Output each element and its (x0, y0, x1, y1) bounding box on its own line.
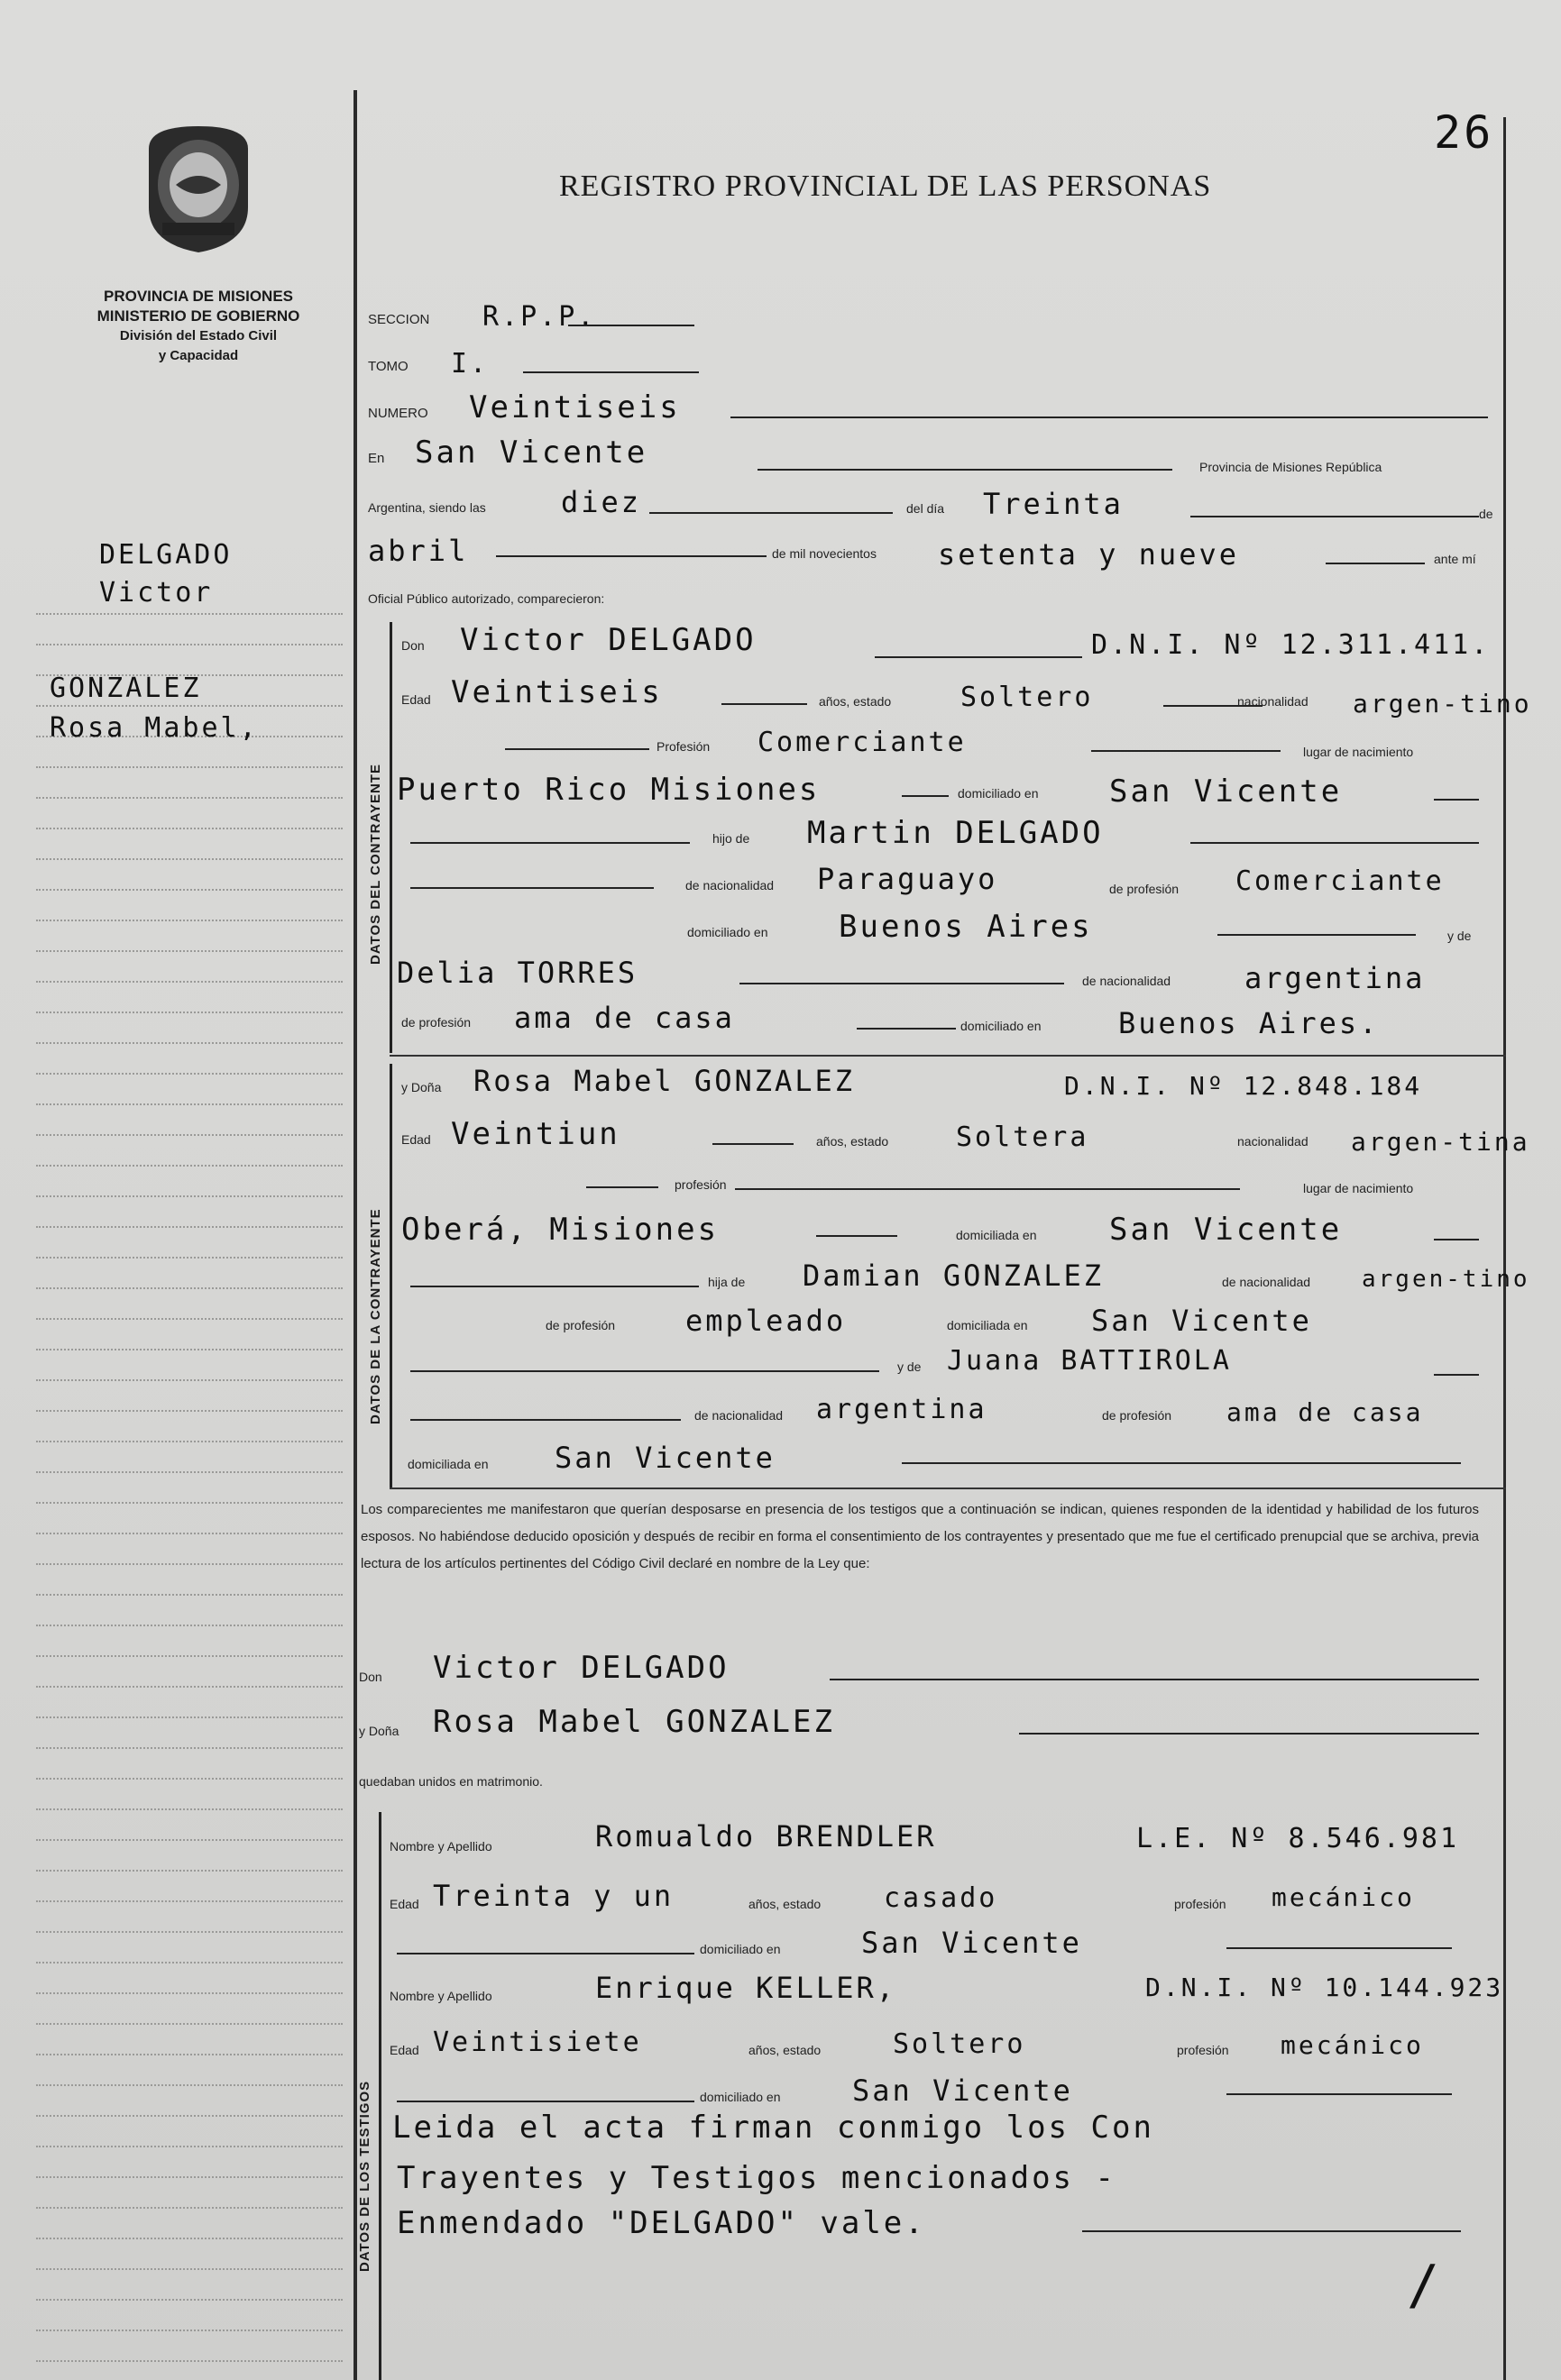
margin-bride-name: Rosa Mabel, (50, 712, 259, 744)
margin-rule (36, 1716, 343, 1718)
bride-prof-label: profesión (675, 1177, 727, 1192)
groom-madre-nac: argentina (1244, 961, 1426, 995)
margin-rule (36, 828, 343, 829)
margin-rule (36, 1287, 343, 1289)
groom-padre-nac: Paraguayo (817, 862, 998, 896)
w2-edad-label: Edad (390, 2043, 419, 2057)
groom-madre: Delia TORRES (397, 956, 638, 990)
union-dona: Rosa Mabel GONZALEZ (433, 1704, 835, 1740)
groom-padre-prof: Comerciante (1235, 865, 1445, 897)
bride-padre: Damian GONZALEZ (803, 1259, 1104, 1293)
groom-dom-label: domiciliado en (958, 786, 1039, 801)
union-dona-label: y Doña (359, 1724, 399, 1738)
declaration-paragraph: Los comparecientes me manifestaron que querían desposarse en presencia de los testigos que a continuación se indican, quienes responden de la identidad y habilidad de los futuros esposos. No habiéndose deducido oposición y después de recibir en forma el consentimiento de los contrayentes y presentado que me fue el certificado prenupcial que se archiva, previa lectura de los artículos pertinentes del Código Civil declaré en nombre de la Ley que: (361, 1502, 1479, 1571)
bride-yde-label: y de (897, 1359, 922, 1374)
bride-madre-prof: ama de casa (1226, 1397, 1424, 1427)
margin-rule (36, 1012, 343, 1013)
union-don-label: Don (359, 1670, 382, 1684)
margin-rule (36, 1870, 343, 1872)
bride-nac-label: nacionalidad (1237, 1134, 1308, 1149)
margin-rule (36, 1778, 343, 1780)
margin-rule (36, 1686, 343, 1688)
groom-madre-dom-label: domiciliado en (960, 1019, 1042, 1033)
union-don: Victor DELGADO (433, 1650, 730, 1686)
w2-nombre-label: Nombre y Apellido (390, 1989, 492, 2003)
margin-rule (36, 950, 343, 952)
groom-domicilio: San Vicente (1109, 774, 1343, 810)
margin-rule (36, 1042, 343, 1044)
bride-nacionalidad: argen-tina (1351, 1127, 1530, 1157)
w1-nombre-label: Nombre y Apellido (390, 1839, 492, 1854)
margin-rule (36, 920, 343, 921)
margin-rule (36, 1103, 343, 1105)
bride-name: Rosa Mabel GONZALEZ (473, 1064, 856, 1098)
margin-rule (36, 2023, 343, 2025)
anio-value: setenta y nueve (938, 537, 1239, 572)
margin-rule (36, 1533, 343, 1534)
margin-rule (36, 1808, 343, 1810)
margin-rule (36, 1594, 343, 1596)
bride-hija-label: hija de (708, 1275, 746, 1289)
groom-madre-dom: Buenos Aires. (1118, 1006, 1380, 1040)
bride-madre: Juana BATTIROLA (947, 1345, 1232, 1377)
margin-rule (36, 1165, 343, 1167)
mes-value: abril (368, 534, 469, 568)
groom-lugar-nac: Puerto Rico Misiones (397, 772, 821, 808)
del-dia-label: del día (906, 501, 945, 516)
groom-anos-label: años, estado (819, 694, 892, 709)
bride-padre-nac: argen-tino (1362, 1266, 1530, 1293)
bride-edad: Veintiun (451, 1116, 620, 1152)
witnesses-section-tag: DATOS DE LOS TESTIGOS (357, 2080, 372, 2272)
bride-dona-label: y Doña (401, 1080, 442, 1094)
bride-madre-dom-label: domiciliada en (408, 1457, 489, 1471)
w2-edad: Veintisiete (433, 2027, 642, 2058)
w2-dom-label: domiciliado en (700, 2090, 781, 2104)
margin-rule (36, 1625, 343, 1626)
bride-anos-label: años, estado (816, 1134, 889, 1149)
ante-mi-label: ante mí (1434, 552, 1476, 566)
numero-label: NUMERO (368, 406, 428, 421)
margin-rule (36, 2238, 343, 2239)
provincial-seal-icon (140, 122, 257, 257)
margin-divider (354, 90, 357, 2380)
quedaban-label: quedaban unidos en matrimonio. (359, 1774, 543, 1789)
groom-name: Victor DELGADO (460, 622, 757, 658)
bride-section-tag: DATOS DE LA CONTRAYENTE (368, 1208, 383, 1424)
margin-rule (36, 1134, 343, 1136)
ministry-block (54, 287, 343, 366)
margin-rule (36, 1502, 343, 1504)
division-line-2: y Capacidad (158, 348, 239, 363)
margin-rule (36, 1195, 343, 1197)
w2-estado: Soltero (893, 2028, 1026, 2060)
groom-padre: Martin DELGADO (807, 815, 1104, 851)
document-title: REGISTRO PROVINCIAL DE LAS PERSONAS (559, 169, 1212, 203)
margin-rule (36, 2115, 343, 2117)
margin-rule (36, 1410, 343, 1412)
argentina-label: Argentina, siendo las (368, 500, 486, 515)
bride-edad-label: Edad (401, 1132, 431, 1147)
groom-yde-label: y de (1447, 929, 1472, 943)
closing-line-1: Leida el acta firman conmigo los Con (392, 2110, 1154, 2146)
margin-rule (36, 981, 343, 983)
bride-madre-nac-label: de nacionalidad (694, 1408, 784, 1423)
margin-rule (36, 1257, 343, 1259)
de-label: de (1479, 507, 1493, 521)
w1-dom-label: domiciliado en (700, 1942, 781, 1956)
margin-rule (36, 2360, 343, 2362)
margin-rule (36, 889, 343, 891)
groom-hijo-label: hijo de (712, 831, 750, 846)
margin-rule (36, 1379, 343, 1381)
groom-profesion: Comerciante (758, 727, 967, 758)
w1-doc: L.E. Nº 8.546.981 (1136, 1823, 1460, 1854)
margin-rule (36, 1349, 343, 1350)
margin-rule (36, 1992, 343, 1994)
bride-padre-dom-label: domiciliada en (947, 1318, 1028, 1332)
w1-domicilio: San Vicente (861, 1926, 1082, 1960)
groom-madre-prof: ama de casa (514, 1001, 735, 1035)
groom-madre-prof-label: de profesión (401, 1015, 472, 1030)
w1-prof-label: profesión (1174, 1897, 1226, 1911)
margin-rule (36, 1839, 343, 1841)
margin-rule (36, 705, 343, 707)
w1-anos-label: años, estado (748, 1897, 822, 1911)
tomo-label: TOMO (368, 359, 409, 374)
margin-rule (36, 1318, 343, 1320)
numero-value: Veintiseis (469, 389, 681, 426)
groom-denac-label: de nacionalidad (685, 878, 775, 892)
bride-dom-label: domiciliada en (956, 1228, 1037, 1242)
margin-bride-surname: GONZALEZ (50, 673, 202, 704)
bride-dni: D.N.I. Nº 12.848.184 (1064, 1071, 1423, 1101)
bride-padre-nac-label: de nacionalidad (1222, 1275, 1311, 1289)
margin-rule (36, 1962, 343, 1964)
margin-rule (36, 1226, 343, 1228)
margin-rule (36, 1471, 343, 1473)
margin-groom-name: Victor (99, 577, 214, 609)
de-mil-label: de mil novecientos (772, 546, 877, 561)
groom-estado: Soltero (960, 682, 1094, 713)
margin-rule (36, 797, 343, 799)
groom-lugar-label: lugar de nacimiento (1303, 745, 1414, 759)
margin-rule (36, 2207, 343, 2209)
groom-dni: D.N.I. Nº 12.311.411. (1091, 629, 1491, 661)
bride-madre-prof-label: de profesión (1102, 1408, 1172, 1423)
margin-rule (36, 1900, 343, 1902)
w2-doc: D.N.I. Nº 10.144.923 (1145, 1973, 1504, 2002)
groom-padre-dom-label: domiciliado en (687, 925, 768, 939)
provincia-label: Provincia de Misiones República (1199, 460, 1382, 474)
w1-estado: casado (884, 1882, 998, 1914)
folio-number: 26 (1434, 106, 1494, 159)
margin-rule (36, 1747, 343, 1749)
groom-don-label: Don (401, 638, 425, 653)
groom-prof-label: Profesión (657, 739, 711, 754)
margin-rule (36, 858, 343, 860)
margin-rule (36, 1073, 343, 1075)
division-line-1: División del Estado Civil (119, 328, 278, 343)
margin-rule (36, 2299, 343, 2301)
en-value: San Vicente (415, 435, 648, 471)
org-province: PROVINCIA DE MISIONES (103, 288, 293, 305)
bride-padre-prof-label: de profesión (546, 1318, 616, 1332)
margin-rule (36, 644, 343, 645)
signature-mark: / (1407, 2254, 1443, 2317)
w2-name: Enrique KELLER, (595, 1971, 896, 2005)
en-label: En (368, 451, 385, 466)
seccion-value: R.P.P. (482, 301, 597, 333)
oficial-label: Oficial Público autorizado, comparecieron: (368, 591, 605, 606)
org-ministry: MINISTERIO DE GOBIERNO (96, 307, 300, 325)
dia-value: Treinta (983, 487, 1124, 521)
margin-rule (36, 1563, 343, 1565)
w2-domicilio: San Vicente (852, 2073, 1073, 2108)
bride-lugar-label: lugar de nacimiento (1303, 1181, 1414, 1195)
margin-groom-surname: DELGADO (99, 539, 233, 571)
margin-rule (36, 766, 343, 768)
closing-line-2: Trayentes y Testigos mencionados - (397, 2160, 1116, 2196)
bride-madre-nac: argentina (816, 1394, 987, 1425)
groom-nacionalidad: argen-tino (1353, 689, 1532, 719)
w1-edad-label: Edad (390, 1897, 419, 1911)
bride-padre-prof: empleado (685, 1304, 847, 1338)
groom-nac-label: nacionalidad (1237, 694, 1308, 709)
bride-lugar-nac: Oberá, Misiones (401, 1212, 720, 1248)
w1-profesion: mecánico (1272, 1882, 1415, 1912)
w2-prof-label: profesión (1177, 2043, 1229, 2057)
groom-deprof-label: de profesión (1109, 882, 1180, 896)
groom-section-tag: DATOS DEL CONTRAYENTE (368, 764, 383, 965)
margin-rule (36, 1655, 343, 1657)
right-border (1503, 117, 1506, 2380)
w2-anos-label: años, estado (748, 2043, 822, 2057)
margin-rule (36, 2084, 343, 2086)
margin-rule (36, 1931, 343, 1933)
bride-madre-dom: San Vicente (555, 1441, 776, 1475)
margin-rule (36, 613, 343, 615)
groom-madre-nac-label: de nacionalidad (1082, 974, 1171, 988)
groom-padre-dom: Buenos Aires (839, 909, 1093, 945)
margin-rule (36, 2268, 343, 2270)
w1-edad: Treinta y un (433, 1879, 675, 1913)
margin-rule (36, 2146, 343, 2147)
w2-profesion: mecánico (1281, 2030, 1424, 2060)
bride-domicilio: San Vicente (1109, 1212, 1343, 1248)
bride-padre-dom: San Vicente (1091, 1304, 1312, 1338)
margin-rule (36, 2330, 343, 2331)
w1-name: Romualdo BRENDLER (595, 1819, 937, 1854)
bride-estado: Soltera (956, 1121, 1089, 1153)
hora-value: diez (561, 485, 642, 519)
tomo-value: I. (451, 348, 490, 380)
groom-edad: Veintiseis (451, 674, 663, 710)
seccion-label: SECCION (368, 312, 430, 327)
margin-rule (36, 1441, 343, 1442)
closing-line-3: Enmendado "DELGADO" vale. (397, 2205, 926, 2241)
margin-rule (36, 2176, 343, 2178)
margin-rule (36, 2054, 343, 2055)
groom-edad-label: Edad (401, 692, 431, 707)
